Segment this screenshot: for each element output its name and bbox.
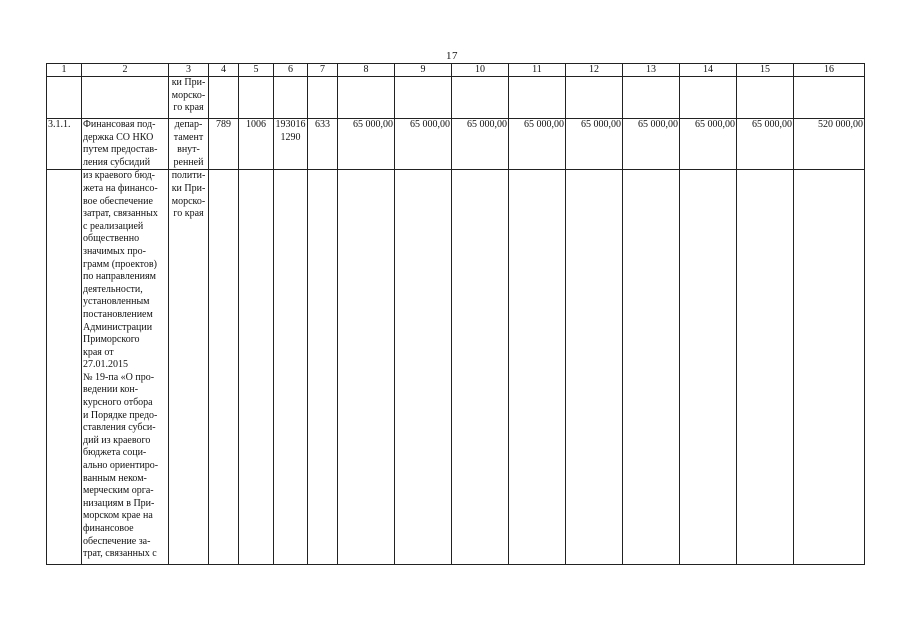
table-cell [308, 170, 338, 565]
table-cell [509, 170, 566, 565]
header-cell: 8 [338, 64, 395, 77]
amount-cell: 65 000,00 [737, 119, 794, 170]
header-cell: 9 [395, 64, 452, 77]
table-cell [509, 77, 566, 119]
responsible-executor: депар- тамент внут- ренней [169, 119, 209, 170]
amount-cell: 65 000,00 [509, 119, 566, 170]
amount-cell: 65 000,00 [338, 119, 395, 170]
header-cell: 11 [509, 64, 566, 77]
table-cell [452, 170, 509, 565]
amount-cell: 65 000,00 [395, 119, 452, 170]
responsible-continuation: полити- ки При- морско- го края [169, 170, 209, 565]
table-cell [395, 170, 452, 565]
table-cell [308, 77, 338, 119]
table-cell [623, 170, 680, 565]
table-cell [47, 170, 82, 565]
header-cell: 3 [169, 64, 209, 77]
table-cell [274, 170, 308, 565]
header-cell: 12 [566, 64, 623, 77]
table-cell [737, 170, 794, 565]
table-cell [338, 170, 395, 565]
header-cell: 2 [82, 64, 169, 77]
table-cell [566, 77, 623, 119]
table-row-description [47, 170, 865, 565]
table-cell [47, 77, 82, 119]
table-cell [239, 77, 274, 119]
code-expense-type: 633 [308, 119, 338, 170]
header-cell: 7 [308, 64, 338, 77]
table-cell [82, 77, 169, 119]
table-cell [680, 77, 737, 119]
measure-name: Финансовая под- держка СО НКО путем предостав- ления субсидий [82, 119, 169, 170]
header-row [47, 64, 865, 77]
table-cell [623, 77, 680, 119]
header-cell: 15 [737, 64, 794, 77]
code-section: 1006 [239, 119, 274, 170]
amount-cell: 65 000,00 [452, 119, 509, 170]
header-cell: 5 [239, 64, 274, 77]
page-number: 17 [446, 50, 458, 62]
amount-cell: 65 000,00 [566, 119, 623, 170]
header-cell: 16 [794, 64, 865, 77]
header-cell: 14 [680, 64, 737, 77]
table-cell [209, 77, 239, 119]
table-cell [395, 77, 452, 119]
table-row-continuation [47, 77, 865, 119]
measure-description: из краевого бюд- жета на финансо- вое обеспечение затрат, связанных с реализацией общественно значимых про- грамм (проектов) по направлениям деятельности, установленным постановлением Администрации Приморского края от 27.01.2015 № 19-па «О про- ведении кон- курсного отбора и Порядке предо- ставления субси- дий из краевого бюджета соци- ально ориентиро- ванным неком- мерческим орга- низациям в При- морском крае на финансовое обеспечение за- трат, связанных с [82, 170, 169, 565]
header-cell: 1 [47, 64, 82, 77]
header-cell: 4 [209, 64, 239, 77]
header-cell: 13 [623, 64, 680, 77]
table-cell [452, 77, 509, 119]
table-cell [338, 77, 395, 119]
table-cell [274, 77, 308, 119]
table-cell [794, 170, 865, 565]
table-cell [239, 170, 274, 565]
amount-cell: 65 000,00 [680, 119, 737, 170]
budget-table [46, 63, 865, 565]
table-cell [737, 77, 794, 119]
code-target: 193016 1290 [274, 119, 308, 170]
total-amount-cell: 520 000,00 [794, 119, 865, 170]
header-cell: 10 [452, 64, 509, 77]
header-cell: 6 [274, 64, 308, 77]
responsible-continuation: ки При- морско- го края [169, 77, 209, 119]
item-number: 3.1.1. [47, 119, 82, 170]
table-cell [566, 170, 623, 565]
code-grbs: 789 [209, 119, 239, 170]
table-row-measure [47, 119, 865, 170]
amount-cell: 65 000,00 [623, 119, 680, 170]
table-cell [794, 77, 865, 119]
table-cell [680, 170, 737, 565]
table-cell [209, 170, 239, 565]
